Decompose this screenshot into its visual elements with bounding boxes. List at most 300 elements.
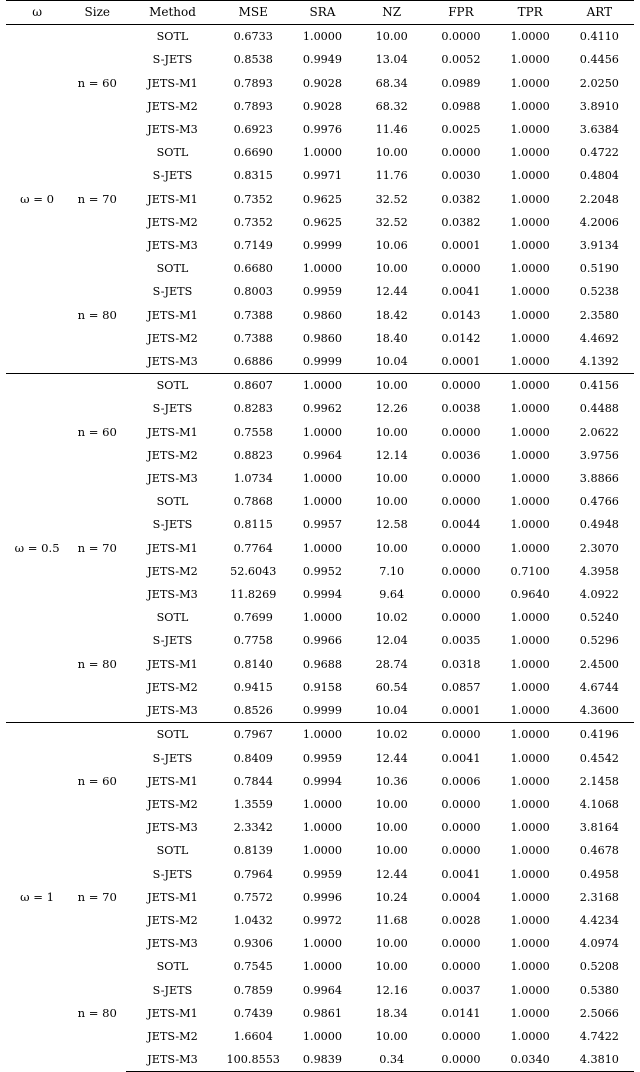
size-group-label: n = 70 — [77, 191, 117, 206]
cell-tpr: 1.0000 — [510, 1029, 550, 1043]
cell-art: 3.9134 — [579, 239, 619, 253]
method-label: JETS-M2 — [147, 215, 198, 229]
size-group-label: n = 60 — [68, 723, 126, 840]
method-label: JETS-M1 — [147, 657, 198, 671]
method-label: JETS-M1 — [147, 890, 198, 904]
method-label: S-JETS — [152, 285, 193, 299]
cell-fpr: 0.0141 — [441, 1006, 481, 1020]
cell-mse: 0.7545 — [233, 960, 273, 974]
cell-mse: 0.7699 — [233, 611, 273, 625]
cell-fpr: 0.0000 — [441, 541, 481, 555]
cell-tpr: 0.0340 — [496, 1048, 565, 1072]
cell-art: 0.4488 — [579, 402, 619, 416]
cell-fpr: 0.0000 — [426, 1048, 495, 1072]
cell-tpr: 1.0000 — [510, 472, 550, 486]
cell-fpr: 0.0028 — [441, 913, 481, 927]
cell-sra: 0.9964 — [302, 448, 343, 462]
method-label: JETS-M3 — [147, 937, 198, 951]
cell-art: 2.1458 — [579, 774, 619, 788]
method-label: S-JETS — [152, 983, 193, 997]
cell-tpr: 1.0000 — [510, 611, 550, 625]
cell-fpr: 0.0001 — [441, 704, 481, 718]
cell-mse: 0.7388 — [233, 308, 273, 322]
method-label: JETS-M2 — [147, 797, 198, 811]
method-label: SOTL — [156, 262, 189, 276]
cell-sra: 0.9028 — [302, 99, 343, 113]
cell-art: 3.8866 — [579, 472, 619, 486]
column-header-sra: SRA — [288, 1, 357, 25]
cell-tpr: 1.0000 — [510, 448, 550, 462]
cell-fpr: 0.0988 — [441, 99, 481, 113]
cell-fpr: 0.0000 — [441, 937, 481, 951]
cell-sra: 0.9839 — [288, 1048, 357, 1072]
method-label: S-JETS — [152, 634, 193, 648]
cell-mse: 0.8526 — [233, 704, 273, 718]
cell-sra: 1.0000 — [302, 425, 343, 439]
cell-sra: 0.9952 — [302, 564, 343, 578]
method-label: JETS-M1 — [147, 308, 198, 322]
cell-sra: 0.9625 — [302, 192, 343, 206]
omega-group-label: ω = 0.5 — [6, 374, 68, 723]
method-label: S-JETS — [152, 867, 193, 881]
cell-mse: 0.8409 — [233, 751, 273, 765]
results-table — [6, 0, 634, 1072]
size-group-label: n = 80 — [77, 1005, 117, 1020]
cell-art: 0.4722 — [579, 146, 619, 160]
column-header-mse: MSE — [219, 1, 288, 25]
table-row — [6, 723, 634, 747]
cell-nz: 10.00 — [375, 1029, 408, 1043]
method-label: SOTL — [126, 374, 218, 398]
cell-mse: 0.9415 — [233, 680, 273, 694]
cell-nz: 11.68 — [375, 913, 408, 927]
cell-tpr: 1.0000 — [510, 913, 550, 927]
cell-mse: 0.7967 — [219, 723, 288, 747]
cell-art: 3.6384 — [579, 123, 619, 137]
cell-tpr: 1.0000 — [510, 99, 550, 113]
cell-art: 2.5066 — [579, 1006, 619, 1020]
cell-nz: 10.04 — [375, 704, 408, 718]
cell-nz: 0.34 — [357, 1048, 426, 1072]
cell-nz: 10.00 — [375, 30, 408, 44]
cell-nz: 11.46 — [375, 123, 408, 137]
cell-sra: 1.0000 — [302, 797, 343, 811]
cell-nz: 13.04 — [375, 53, 408, 67]
cell-sra: 0.9625 — [302, 215, 343, 229]
cell-fpr: 0.0143 — [441, 308, 481, 322]
cell-mse: 0.7964 — [233, 867, 273, 881]
method-label: S-JETS — [152, 169, 193, 183]
table-row — [6, 839, 634, 862]
cell-fpr: 0.0036 — [441, 448, 481, 462]
cell-art: 0.5240 — [579, 611, 619, 625]
cell-tpr: 1.0000 — [510, 844, 550, 858]
method-label: JETS-M3 — [126, 1048, 218, 1072]
cell-tpr: 1.0000 — [510, 751, 550, 765]
size-group-label: n = 70 — [77, 889, 117, 904]
cell-sra: 0.9999 — [302, 239, 343, 253]
cell-art: 0.4804 — [579, 169, 619, 183]
column-header-nz: NZ — [357, 1, 426, 25]
cell-nz: 12.58 — [375, 518, 408, 532]
cell-nz: 18.40 — [375, 331, 408, 345]
cell-nz: 11.76 — [375, 169, 408, 183]
method-label: SOTL — [156, 495, 189, 509]
cell-tpr: 1.0000 — [510, 355, 550, 369]
cell-nz: 10.00 — [375, 844, 408, 858]
cell-art: 4.3600 — [579, 704, 619, 718]
cell-mse: 0.7439 — [233, 1006, 273, 1020]
cell-sra: 0.9949 — [302, 53, 343, 67]
cell-fpr: 0.0006 — [441, 774, 481, 788]
cell-tpr: 1.0000 — [510, 262, 550, 276]
cell-fpr: 0.0000 — [441, 472, 481, 486]
cell-sra: 0.9971 — [302, 169, 343, 183]
cell-sra: 0.9959 — [302, 867, 343, 881]
cell-art: 3.8164 — [579, 821, 619, 835]
method-label: JETS-M1 — [147, 541, 198, 555]
cell-sra: 0.9860 — [302, 308, 343, 322]
cell-sra: 1.0000 — [302, 821, 343, 835]
cell-art: 0.4156 — [565, 374, 634, 398]
cell-sra: 0.9994 — [302, 588, 343, 602]
cell-nz: 10.00 — [375, 425, 408, 439]
table-row — [6, 25, 634, 49]
cell-nz: 7.10 — [379, 564, 405, 578]
cell-mse: 0.7844 — [233, 774, 273, 788]
cell-tpr: 1.0000 — [510, 774, 550, 788]
cell-fpr: 0.0001 — [441, 355, 481, 369]
method-label: SOTL — [156, 146, 189, 160]
size-group-label: n = 80 — [77, 656, 117, 671]
cell-art: 4.7422 — [579, 1029, 619, 1043]
cell-fpr: 0.0000 — [441, 960, 481, 974]
cell-fpr: 0.0382 — [441, 192, 481, 206]
method-label: JETS-M3 — [147, 704, 198, 718]
cell-nz: 28.74 — [375, 657, 408, 671]
cell-tpr: 1.0000 — [510, 634, 550, 648]
cell-nz: 18.34 — [375, 1006, 408, 1020]
cell-mse: 0.8538 — [233, 53, 273, 67]
method-label: JETS-M2 — [147, 448, 198, 462]
cell-art: 3.8910 — [579, 99, 619, 113]
cell-art: 4.0974 — [579, 937, 619, 951]
cell-fpr: 0.0318 — [441, 657, 481, 671]
cell-nz: 10.06 — [375, 239, 408, 253]
table-row — [6, 955, 634, 978]
cell-tpr: 1.0000 — [510, 983, 550, 997]
cell-tpr: 1.0000 — [510, 308, 550, 322]
cell-tpr: 1.0000 — [510, 53, 550, 67]
cell-tpr: 1.0000 — [510, 518, 550, 532]
cell-mse: 1.3559 — [233, 797, 273, 811]
column-header-fpr: FPR — [426, 1, 495, 25]
cell-mse: 0.7893 — [233, 99, 273, 113]
cell-nz: 32.52 — [375, 215, 408, 229]
cell-sra: 0.9688 — [302, 657, 343, 671]
method-label: JETS-M3 — [147, 472, 198, 486]
cell-fpr: 0.0000 — [441, 425, 481, 439]
method-label: JETS-M2 — [147, 680, 198, 694]
cell-mse: 0.6733 — [233, 30, 273, 44]
cell-tpr: 1.0000 — [510, 169, 550, 183]
cell-mse: 0.8315 — [233, 169, 273, 183]
cell-art: 0.4456 — [579, 53, 619, 67]
cell-nz: 10.00 — [375, 937, 408, 951]
method-label: JETS-M1 — [147, 1006, 198, 1020]
cell-art: 0.5238 — [579, 285, 619, 299]
cell-mse: 0.8607 — [219, 374, 288, 398]
cell-fpr: 0.0142 — [441, 331, 481, 345]
cell-tpr: 1.0000 — [496, 723, 565, 747]
cell-nz: 12.44 — [375, 751, 408, 765]
cell-tpr: 1.0000 — [510, 704, 550, 718]
cell-art: 0.4766 — [579, 495, 619, 509]
cell-art: 2.4500 — [579, 657, 619, 671]
cell-sra: 0.9994 — [302, 774, 343, 788]
cell-fpr: 0.0000 — [441, 262, 481, 276]
cell-sra: 0.9999 — [302, 704, 343, 718]
size-group-label: n = 60 — [77, 75, 117, 90]
cell-mse: 0.9306 — [233, 937, 273, 951]
method-label: JETS-M2 — [147, 913, 198, 927]
method-label: JETS-M2 — [147, 331, 198, 345]
cell-fpr: 0.0000 — [441, 611, 481, 625]
method-label: SOTL — [156, 844, 189, 858]
cell-art: 0.5208 — [579, 960, 619, 974]
cell-nz: 60.54 — [375, 680, 408, 694]
cell-art: 0.4542 — [579, 751, 619, 765]
cell-tpr: 1.0000 — [510, 680, 550, 694]
cell-mse: 0.7868 — [233, 495, 273, 509]
cell-sra: 0.9996 — [302, 890, 343, 904]
method-label: S-JETS — [152, 751, 193, 765]
cell-fpr: 0.0030 — [441, 169, 481, 183]
cell-sra: 0.9964 — [302, 983, 343, 997]
cell-sra: 1.0000 — [302, 844, 343, 858]
cell-tpr: 1.0000 — [510, 76, 550, 90]
cell-sra: 1.0000 — [302, 30, 343, 44]
cell-art: 2.0250 — [579, 76, 619, 90]
cell-art: 4.3810 — [565, 1048, 634, 1072]
cell-fpr: 0.0044 — [441, 518, 481, 532]
omega-group-label: ω = 1 — [6, 723, 68, 1072]
cell-art: 0.4110 — [579, 30, 619, 44]
cell-tpr: 1.0000 — [510, 331, 550, 345]
cell-tpr: 1.0000 — [510, 425, 550, 439]
method-label: S-JETS — [152, 402, 193, 416]
cell-sra: 0.9976 — [302, 123, 343, 137]
cell-tpr: 1.0000 — [510, 123, 550, 137]
column-header-omega: ω — [6, 1, 68, 25]
cell-art: 0.5190 — [579, 262, 619, 276]
cell-fpr: 0.0052 — [441, 53, 481, 67]
cell-art: 0.5380 — [579, 983, 619, 997]
cell-fpr: 0.0000 — [426, 723, 495, 747]
cell-sra: 0.9959 — [302, 751, 343, 765]
cell-nz: 10.00 — [375, 262, 408, 276]
cell-mse: 0.8139 — [233, 844, 273, 858]
cell-fpr: 0.0000 — [441, 588, 481, 602]
cell-nz: 12.26 — [375, 402, 408, 416]
method-label: JETS-M1 — [147, 192, 198, 206]
cell-mse: 0.8115 — [233, 518, 273, 532]
cell-fpr: 0.0037 — [441, 983, 481, 997]
cell-mse: 0.7572 — [233, 890, 273, 904]
omega-group-label: ω = 0 — [20, 191, 55, 206]
cell-nz: 10.36 — [375, 774, 408, 788]
table-row — [6, 374, 634, 398]
cell-art: 4.1068 — [579, 797, 619, 811]
method-label: JETS-M2 — [147, 1029, 198, 1043]
table-row — [6, 257, 634, 280]
cell-fpr: 0.0000 — [441, 797, 481, 811]
method-label: SOTL — [156, 611, 189, 625]
cell-art: 2.3168 — [579, 890, 619, 904]
cell-sra: 0.9028 — [302, 76, 343, 90]
cell-tpr: 1.0000 — [496, 374, 565, 398]
cell-tpr: 1.0000 — [510, 239, 550, 253]
cell-sra: 0.9860 — [302, 331, 343, 345]
cell-art: 2.2048 — [579, 192, 619, 206]
cell-mse: 0.7764 — [233, 541, 273, 555]
cell-art: 2.0622 — [579, 425, 619, 439]
cell-mse: 0.7893 — [233, 76, 273, 90]
cell-mse: 0.6923 — [233, 123, 273, 137]
column-header-method: Method — [126, 1, 218, 25]
method-label: JETS-M3 — [147, 821, 198, 835]
cell-mse: 0.7149 — [233, 239, 273, 253]
cell-nz: 10.00 — [375, 541, 408, 555]
cell-nz: 10.04 — [375, 355, 408, 369]
cell-mse: 0.6680 — [233, 262, 273, 276]
cell-nz: 9.64 — [379, 588, 405, 602]
cell-sra: 1.0000 — [302, 960, 343, 974]
cell-fpr: 0.0000 — [441, 146, 481, 160]
cell-art: 4.2006 — [579, 215, 619, 229]
cell-art: 4.3958 — [579, 564, 619, 578]
cell-sra: 1.0000 — [302, 472, 343, 486]
cell-nz: 10.00 — [375, 472, 408, 486]
cell-mse: 1.0432 — [233, 913, 273, 927]
method-label: JETS-M1 — [147, 425, 198, 439]
cell-tpr: 1.0000 — [510, 541, 550, 555]
size-group-label: n = 80 — [77, 307, 117, 322]
cell-mse: 0.8823 — [233, 448, 273, 462]
cell-mse: 1.6604 — [233, 1029, 273, 1043]
cell-tpr: 1.0000 — [510, 1006, 550, 1020]
cell-fpr: 0.0004 — [441, 890, 481, 904]
cell-sra: 0.9957 — [302, 518, 343, 532]
cell-fpr: 0.0857 — [441, 680, 481, 694]
cell-sra: 1.0000 — [302, 495, 343, 509]
size-group-label: n = 60 — [68, 374, 126, 491]
cell-mse: 0.7352 — [233, 192, 273, 206]
cell-sra: 1.0000 — [288, 723, 357, 747]
cell-fpr: 0.0000 — [441, 821, 481, 835]
cell-fpr: 0.0041 — [441, 867, 481, 881]
cell-tpr: 1.0000 — [510, 657, 550, 671]
cell-sra: 1.0000 — [302, 146, 343, 160]
cell-tpr: 1.0000 — [510, 495, 550, 509]
cell-fpr: 0.0038 — [441, 402, 481, 416]
cell-sra: 0.9861 — [302, 1006, 343, 1020]
cell-nz: 12.04 — [375, 634, 408, 648]
cell-tpr: 1.0000 — [510, 797, 550, 811]
method-label: SOTL — [156, 30, 189, 44]
cell-mse: 0.8283 — [233, 402, 273, 416]
cell-sra: 0.9966 — [302, 634, 343, 648]
cell-sra: 0.9962 — [302, 402, 343, 416]
cell-mse: 0.8003 — [233, 285, 273, 299]
cell-art: 0.4678 — [579, 844, 619, 858]
cell-fpr: 0.0041 — [441, 751, 481, 765]
cell-tpr: 1.0000 — [510, 867, 550, 881]
cell-nz: 12.14 — [375, 448, 408, 462]
cell-fpr: 0.0000 — [441, 844, 481, 858]
cell-tpr: 1.0000 — [510, 937, 550, 951]
cell-mse: 2.3342 — [233, 821, 273, 835]
method-label: JETS-M3 — [147, 588, 198, 602]
cell-sra: 1.0000 — [302, 541, 343, 555]
cell-tpr: 0.9640 — [510, 588, 550, 602]
cell-fpr: 0.0989 — [441, 76, 481, 90]
method-label: JETS-M3 — [147, 355, 198, 369]
cell-nz: 10.00 — [375, 821, 408, 835]
cell-nz: 12.44 — [375, 285, 408, 299]
table-row — [6, 490, 634, 513]
cell-fpr: 0.0035 — [441, 634, 481, 648]
cell-art: 0.4958 — [579, 867, 619, 881]
cell-tpr: 1.0000 — [510, 285, 550, 299]
cell-art: 0.4196 — [565, 723, 634, 747]
table-row — [6, 606, 634, 629]
cell-mse: 0.6690 — [233, 146, 273, 160]
cell-nz: 12.44 — [375, 867, 408, 881]
cell-fpr: 0.0382 — [441, 215, 481, 229]
cell-fpr: 0.0000 — [441, 564, 481, 578]
cell-art: 4.4692 — [579, 331, 619, 345]
method-label: S-JETS — [152, 53, 193, 67]
column-header-tpr: TPR — [496, 1, 565, 25]
column-header-size: Size — [68, 1, 126, 25]
cell-mse: 1.0734 — [233, 472, 273, 486]
cell-fpr: 0.0000 — [441, 1029, 481, 1043]
method-label: JETS-M2 — [147, 99, 198, 113]
cell-art: 2.3070 — [579, 541, 619, 555]
cell-sra: 1.0000 — [302, 262, 343, 276]
method-label: SOTL — [156, 960, 189, 974]
cell-sra: 0.9158 — [302, 680, 343, 694]
cell-art: 4.1392 — [579, 355, 619, 369]
table-row — [6, 141, 634, 164]
cell-fpr: 0.0001 — [441, 239, 481, 253]
cell-nz: 10.00 — [357, 374, 426, 398]
cell-art: 4.0922 — [579, 588, 619, 602]
cell-tpr: 1.0000 — [510, 890, 550, 904]
cell-art: 4.4234 — [579, 913, 619, 927]
cell-tpr: 1.0000 — [510, 821, 550, 835]
cell-nz: 10.02 — [357, 723, 426, 747]
cell-tpr: 1.0000 — [510, 146, 550, 160]
cell-tpr: 1.0000 — [510, 215, 550, 229]
size-group-label: n = 70 — [77, 540, 117, 555]
cell-mse: 52.6043 — [230, 564, 277, 578]
cell-art: 3.9756 — [579, 448, 619, 462]
column-header-art: ART — [565, 1, 634, 25]
cell-sra: 0.9972 — [302, 913, 343, 927]
cell-tpr: 1.0000 — [510, 402, 550, 416]
